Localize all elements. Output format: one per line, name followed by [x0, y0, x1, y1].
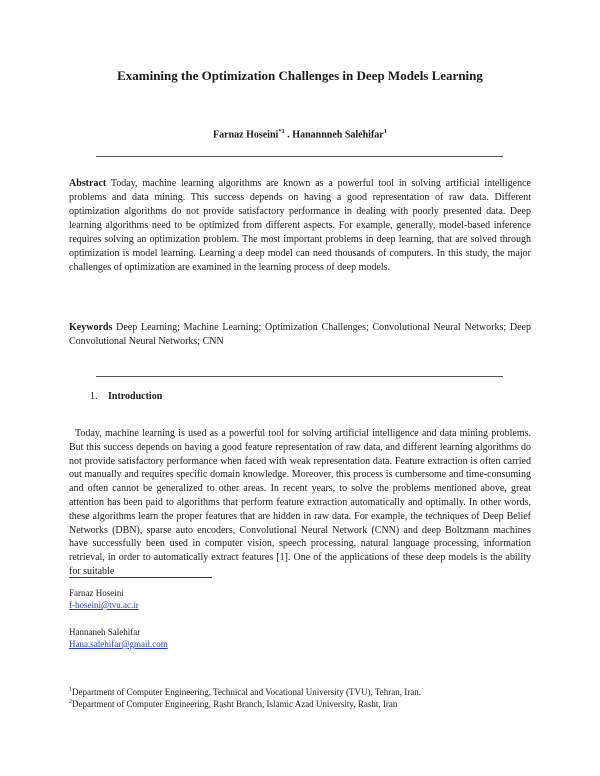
section-heading	[90, 391, 162, 402]
abstract	[69, 177, 531, 275]
email-link-2[interactable]: Hana.salehifar@gmail.com	[69, 639, 168, 649]
affiliation-2	[69, 696, 397, 710]
abstract-label: Abstract	[69, 178, 107, 189]
footnote-email-1[interactable]	[69, 599, 139, 611]
section-title: Introduction	[108, 391, 163, 402]
footnote-divider	[69, 577, 212, 578]
author-1: Farnaz Hoseini	[213, 129, 279, 141]
email-link-1[interactable]: f-hoseini@tvu.ac.ir	[69, 600, 139, 610]
keywords	[69, 321, 531, 349]
footnote-name-1: Farnaz Hoseini	[69, 588, 124, 598]
author-line	[0, 128, 600, 140]
top-divider	[96, 156, 503, 157]
affiliation-2-text: Department of Computer Engineering, Rasht Branch, Islamic Azad University, Rasht, Iran	[72, 699, 398, 709]
author-1-sup: *1	[278, 128, 285, 135]
introduction-paragraph: Today, machine learning is used as a powerful tool for solving artificial intelligence and data mining problems. But this success depends on having a good feature representation of raw data, and different learning algorithms do not provide satisfactory performance when faced with weak representation data. Feature extraction is often carried out manually and requires specific domain knowledge. Moreover, this process is cumbersome and time-consuming and often cannot be generalized to other areas. In recent years, to solve the problems mentioned above, great attention has been paid to algorithms that perform feature extraction automatically and optimally. In other words, these algorithms learn the proper features that are hidden in raw data. For example, the techniques of Deep Belief Networks (DBN), sparse auto encoders, Convolutional Neural Network (CNN) and deep Boltzmann machines have successfully been used in computer vision, speech processing, natural language processing, information retrieval, in order to automatically extract features [1]. One of the applications of these deep models is the ability for suitable	[69, 428, 531, 577]
footnote-name-2: Hannaneh Salehifar	[69, 627, 141, 637]
section-number: 1.	[90, 391, 98, 402]
author-2: Hanannneh Salehifar	[292, 129, 384, 141]
affiliation-1-text: Department of Computer Engineering, Technical and Vocational University (TVU), Tehran, Iran.	[72, 687, 421, 697]
footnote-email-2[interactable]	[69, 638, 168, 650]
paper-title: Examining the Optimization Challenges in Deep Models Learning	[117, 68, 483, 83]
mid-divider	[96, 376, 503, 377]
affiliation-1-sup: 1	[69, 687, 72, 693]
keywords-text: Deep Learning; Machine Learning; Optimization Challenges; Convolutional Neural Networks; Deep Convolutional Neural Networks; CNN	[69, 322, 531, 347]
abstract-text: Today, machine learning algorithms are known as a powerful tool in solving artificial intelligence problems and data mining. This success depends on having a good representation of raw data. Different optimization algorithms do not provide satisfactory performance in dealing with poorly presented data. Deep learning algorithms need to be optimized from different aspects. For example, generally, model-based inference requires solving an optimization problem. The most important problems in deep learning, that are solved through optimization is model learning. Learning a deep model can need thousands of computers. In this study, the major challenges of optimization are examined in the learning process of deep models.	[69, 178, 531, 273]
keywords-label: Keywords	[69, 322, 113, 333]
author-separator: .	[284, 129, 293, 141]
affiliation-2-sup: 2	[69, 699, 72, 705]
author-2-sup: 1	[383, 128, 387, 135]
